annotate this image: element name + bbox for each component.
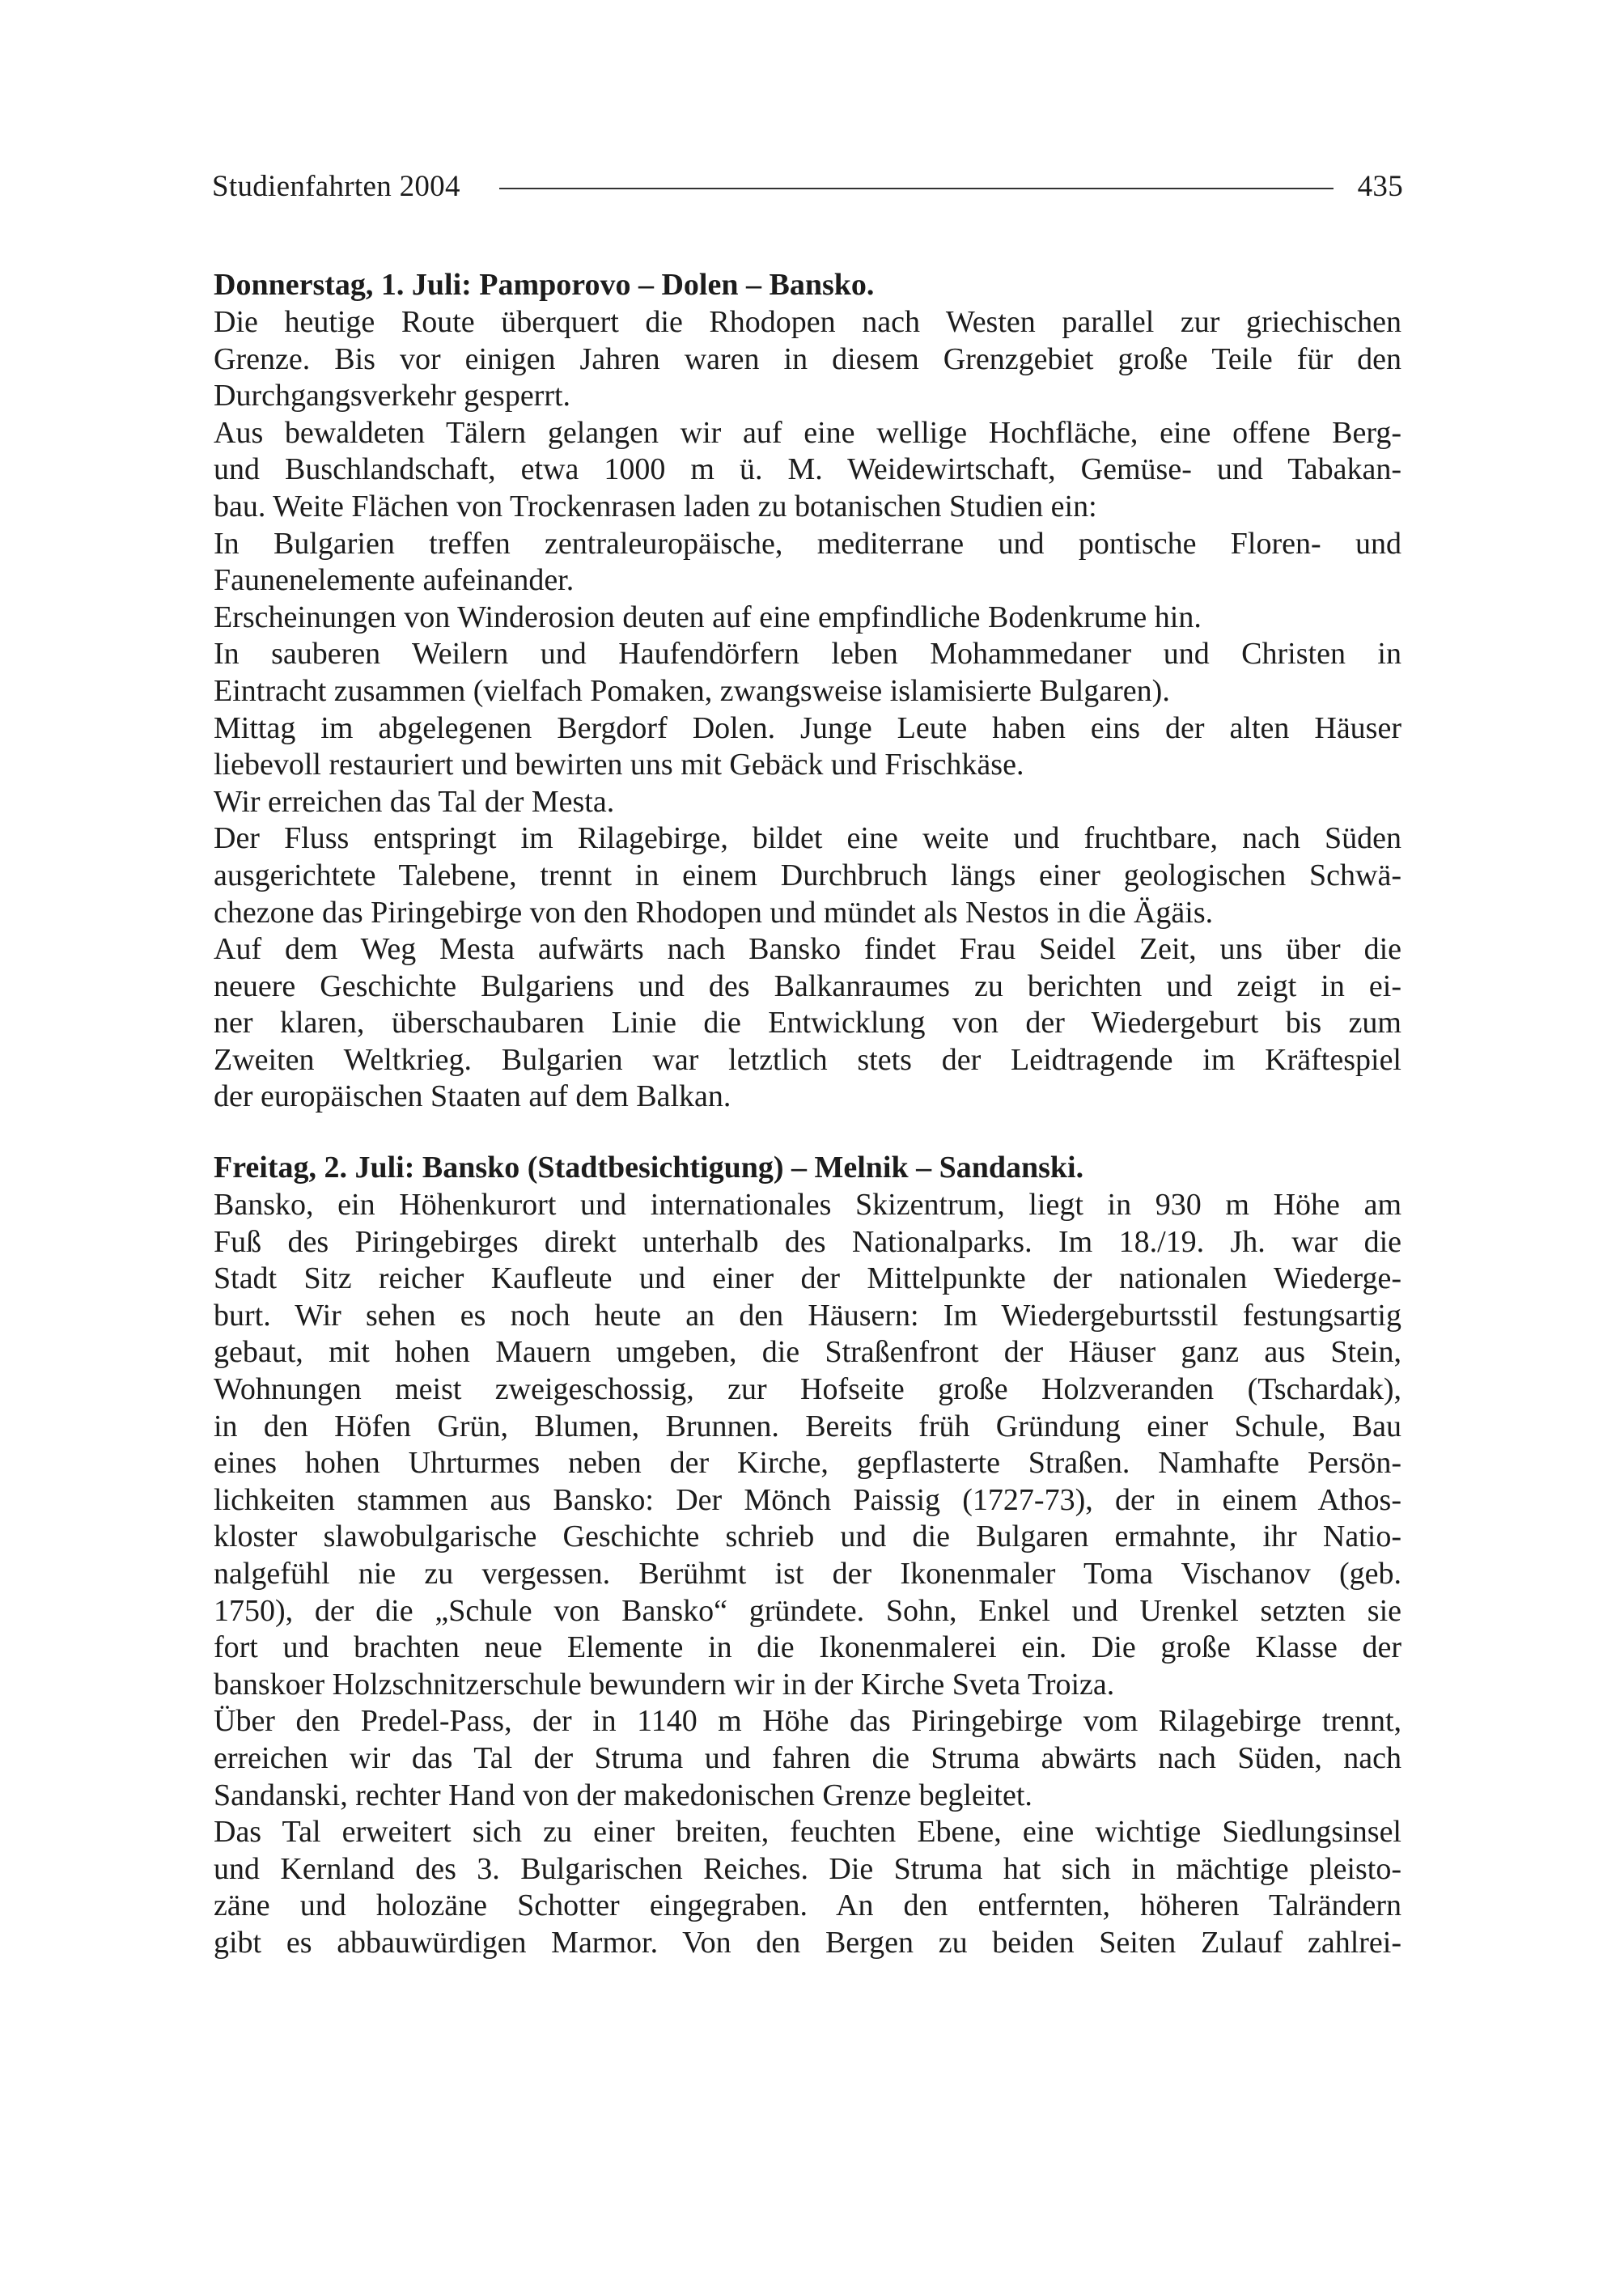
text-line: Fuß des Piringebirges direkt unterhalb des Nationalparks. Im 18./19. Jh. war die [214, 1224, 1401, 1259]
text-line: Wohnungen meist zweigeschossig, zur Hofseite große Holzveranden (Tschardak), [214, 1372, 1401, 1407]
text-line: Bansko, ein Höhenkurort und internationales Skizentrum, liegt in 930 m Höhe am [214, 1188, 1401, 1223]
text-line: Wir erreichen das Tal der Mesta. [214, 784, 615, 819]
text-line: bau. Weite Flächen von Trockenrasen laden zu botanischen Studien ein: [214, 489, 1097, 523]
text-line: Faunenelemente aufeinander. [214, 563, 575, 598]
text-line: chezone das Piringebirge von den Rhodopen und mündet als Nestos in die Ägäis. [214, 895, 1214, 930]
text-line: 1750), der die „Schule von Bansko“ gründete. Sohn, Enkel und Urenkel setzten sie [214, 1593, 1401, 1628]
text-line: Mittag im abgelegenen Bergdorf Dolen. Junge Leute haben eins der alten Häuser [214, 710, 1401, 745]
text-line: In Bulgarien treffen zentraleuropäische, mediterrane und pontische Floren- und [214, 526, 1401, 561]
text-line: der europäischen Staaten auf dem Balkan. [214, 1079, 731, 1114]
text-line: Stadt Sitz reicher Kaufleute und einer der Mittelpunkte der nationalen Wiederge- [214, 1261, 1401, 1296]
text-line: Sandanski, rechter Hand von der makedonischen Grenze begleitet. [214, 1778, 1032, 1812]
text-line: eines hohen Uhrturmes neben der Kirche, gepflasterte Straßen. Namhafte Persön- [214, 1446, 1401, 1481]
text-line: Die heutige Route überquert die Rhodopen nach Westen parallel zur griechischen [214, 305, 1401, 339]
text-line: Aus bewaldeten Tälern gelangen wir auf eine wellige Hochfläche, eine offene Berg- [214, 415, 1401, 450]
text-line: Der Fluss entspringt im Rilagebirge, bildet eine weite und fruchtbare, nach Süden [214, 821, 1401, 856]
text-line: Das Tal erweitert sich zu einer breiten, feuchten Ebene, eine wichtige Siedlungsinsel [214, 1815, 1401, 1850]
text-line: und Kernland des 3. Bulgarischen Reiches. Die Struma hat sich in mächtige pleisto- [214, 1851, 1401, 1886]
section-heading: Donnerstag, 1. Juli: Pamporovo – Dolen – Bansko. [214, 268, 875, 302]
text-line: ner klaren, überschaubaren Linie die Entwicklung von der Wiedergeburt bis zum [214, 1006, 1401, 1041]
text-line: banskoer Holzschnitzerschule bewundern wir in der Kirche Sveta Troiza. [214, 1667, 1115, 1702]
text-line: neuere Geschichte Bulgariens und des Balkanraumes zu berichten und zeigt in ei- [214, 968, 1401, 1003]
text-line: und Buschlandschaft, etwa 1000 m ü. M. Weidewirtschaft, Gemüse- und Tabakan- [214, 452, 1401, 487]
text-line: Über den Predel-Pass, der in 1140 m Höhe das Piringebirge vom Rilagebirge trennt, [214, 1704, 1401, 1739]
text-line: liebevoll restauriert und bewirten uns mit Gebäck und Frischkäse. [214, 748, 1024, 782]
text-line: lichkeiten stammen aus Bansko: Der Mönch Paissig (1727-73), der in einem Athos- [214, 1482, 1401, 1517]
text-line: Grenze. Bis vor einigen Jahren waren in diesem Grenzgebiet große Teile für den [214, 341, 1401, 376]
text-line: Auf dem Weg Mesta aufwärts nach Bansko findet Frau Seidel Zeit, uns über die [214, 932, 1401, 967]
text-line: In sauberen Weilern und Haufendörfern leben Mohammedaner und Christen in [214, 637, 1401, 672]
text-line: Durchgangsverkehr gesperrt. [214, 379, 571, 413]
text-line: kloster slawobulgarische Geschichte schrieb und die Bulgaren ermahnte, ihr Natio- [214, 1519, 1401, 1554]
text-line: erreichen wir das Tal der Struma und fahren die Struma abwärts nach Süden, nach [214, 1740, 1401, 1775]
section-2 [214, 1150, 1401, 1961]
text-line: Eintracht zusammen (vielfach Pomaken, zwangsweise islamisierte Bulgaren). [214, 673, 1170, 708]
text-line: gebaut, mit hohen Mauern umgeben, die Straßenfront der Häuser ganz aus Stein, [214, 1335, 1401, 1370]
text-line: zäne und holozäne Schotter eingegraben. An den entfernten, höheren Talrändern [214, 1888, 1401, 1923]
text-line: nalgefühl nie zu vergessen. Berühmt ist der Ikonenmaler Toma Vischanov (geb. [214, 1557, 1401, 1591]
text-line: fort und brachten neue Elemente in die Ikonenmalerei ein. Die große Klasse der [214, 1630, 1401, 1665]
text-line: in den Höfen Grün, Blumen, Brunnen. Bereits früh Gründung einer Schule, Bau [214, 1409, 1401, 1443]
text-line: burt. Wir sehen es noch heute an den Häusern: Im Wiedergeburtsstil festungsartig [214, 1298, 1401, 1333]
text-line: Zweiten Weltkrieg. Bulgarien war letztlich stets der Leidtragende im Kräftespiel [214, 1042, 1401, 1077]
page-number: 435 [1357, 169, 1403, 203]
text-line: ausgerichtete Talebene, trennt in einem Durchbruch längs einer geologischen Schwä- [214, 858, 1401, 892]
text-line: Erscheinungen von Winderosion deuten auf eine empfindliche Bodenkrume hin. [214, 600, 1202, 634]
header-title: Studienfahrten 2004 [212, 169, 460, 203]
header-rule [499, 188, 1334, 189]
section-1 [214, 267, 1401, 1116]
text-line: gibt es abbauwürdigen Marmor. Von den Bergen zu beiden Seiten Zulauf zahlrei- [214, 1925, 1401, 1960]
section-heading: Freitag, 2. Juli: Bansko (Stadtbesichtigung) – Melnik – Sandanski. [214, 1151, 1084, 1185]
running-header [212, 166, 1403, 206]
body-text [214, 267, 1401, 1996]
